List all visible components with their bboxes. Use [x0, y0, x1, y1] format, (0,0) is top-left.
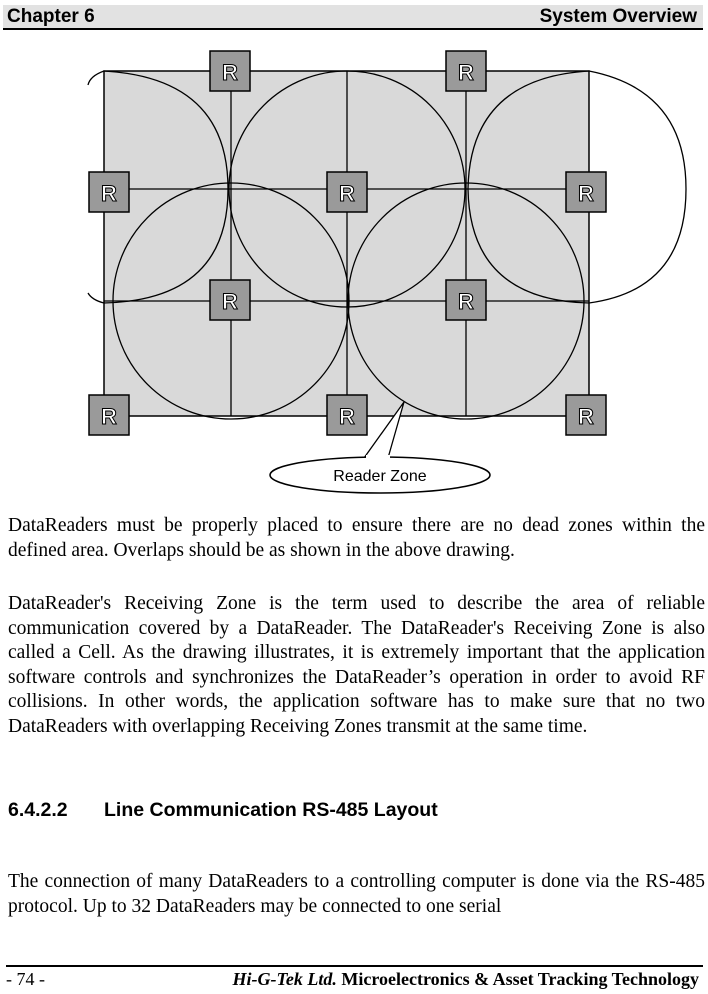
reader-icon: [446, 51, 486, 91]
reader-icon: [89, 395, 129, 435]
svg-text:R: R: [101, 404, 117, 429]
page-footer: [6, 965, 703, 991]
reader-zone-diagram: [0, 35, 708, 505]
company-line: [233, 969, 699, 990]
reader-icon: [446, 280, 486, 320]
svg-text:R: R: [339, 181, 355, 206]
section-title: Line Communication RS-485 Layout: [104, 799, 438, 821]
paragraph-rs485: The connection of many DataReaders to a controlling computer is done via the RS-485 protocol. Up to 32 DataReaders may be connected to one serial: [8, 871, 705, 917]
reader-icon: [566, 395, 606, 435]
svg-text:R: R: [458, 60, 474, 85]
reader-icon: [89, 172, 129, 212]
section-label: System Overview: [539, 6, 697, 27]
svg-text:R: R: [222, 60, 238, 85]
svg-text:R: R: [578, 181, 594, 206]
paragraph-placement: DataReaders must be properly placed to ensure there are no dead zones within the defined area. Overlaps should be as shown in the above drawing.: [8, 515, 705, 561]
section-heading: [8, 799, 438, 822]
svg-text:R: R: [101, 181, 117, 206]
callout-label: Reader Zone: [333, 468, 427, 485]
svg-text:R: R: [222, 289, 238, 314]
company-tagline: Microelectronics & Asset Tracking Technology: [341, 969, 699, 989]
paragraph-receiving-zone: DataReader's Receiving Zone is the term used to describe the area of reliable communication covered by a DataReader. The DataReader's Receiving Zone is also called a Cell. As the drawing illustrates, it is extremely important that the application software controls and synchronizes the DataReader’s operation in order to avoid RF collisions. In other words, the application software has to make sure that no two DataReaders with overlapping Receiving Zones transmit at the same time.: [8, 593, 705, 737]
svg-text:R: R: [578, 404, 594, 429]
section-number: 6.4.2.2: [8, 799, 68, 821]
reader-icon: [210, 280, 250, 320]
reader-icon: [327, 172, 367, 212]
page-header: [3, 5, 703, 30]
company-name: Hi-G-Tek Ltd.: [232, 969, 337, 989]
svg-text:R: R: [458, 289, 474, 314]
reader-icon: [566, 172, 606, 212]
svg-text:R: R: [339, 404, 355, 429]
reader-icon: [210, 51, 250, 91]
chapter-label: Chapter 6: [7, 6, 95, 27]
reader-icon: [327, 395, 367, 435]
page-number: - 74 -: [6, 969, 45, 989]
